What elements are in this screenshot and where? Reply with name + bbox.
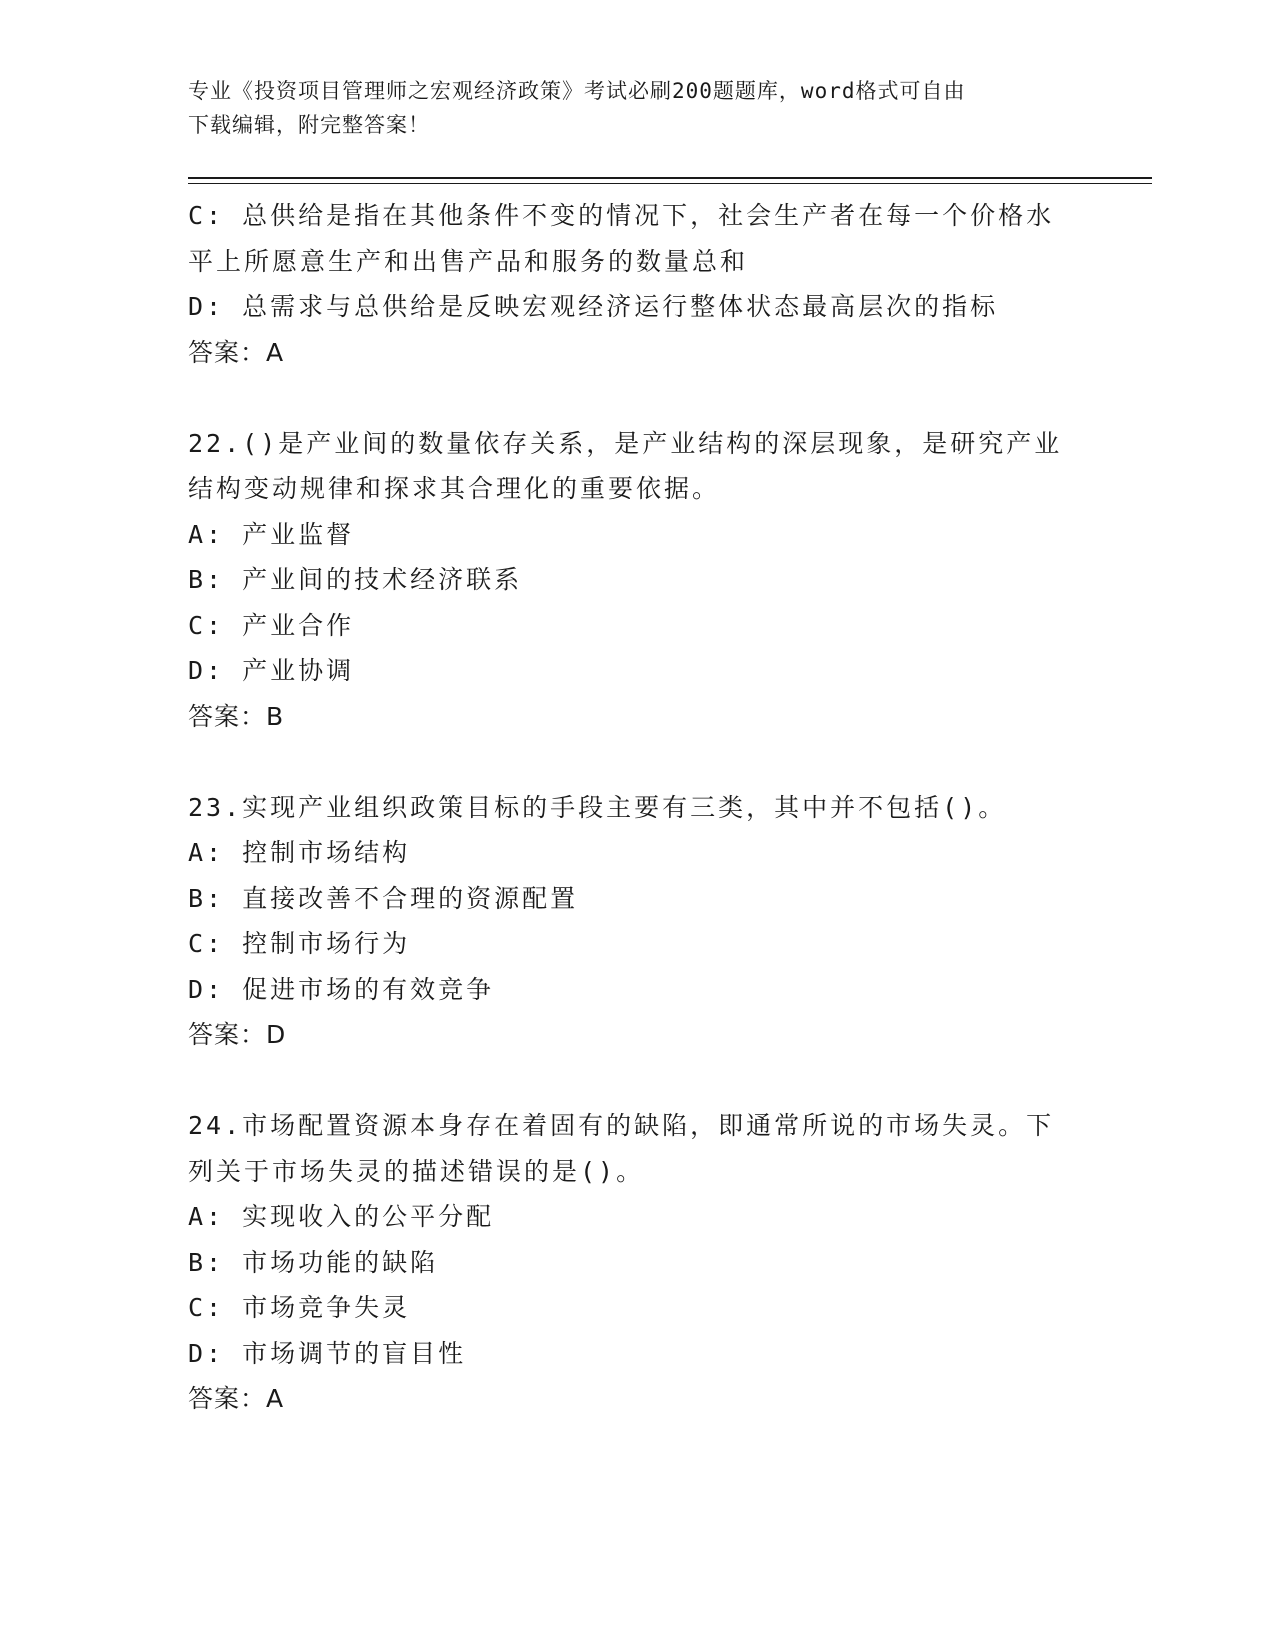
option-d: D: 促进市场的有效竞争 (188, 974, 495, 1004)
option-c: C: 控制市场行为 (188, 929, 411, 958)
question-23 (188, 785, 1068, 1058)
option-b: B: 市场功能的缺陷 (188, 1247, 439, 1277)
option-c: C: 产业合作 (188, 610, 355, 640)
option-b: B: 直接改善不合理的资源配置 (188, 883, 579, 913)
question-gap (188, 739, 1068, 785)
option-b: B: 产业间的技术经济联系 (188, 565, 523, 594)
option-c-line-2: 平上所愿意生产和出售产品和服务的数量总和 (188, 246, 749, 276)
option-a: A: 产业监督 (188, 519, 355, 549)
question-gap (188, 375, 1068, 421)
answer: 答案：A (188, 1384, 285, 1413)
option-d: D: 总需求与总供给是反映宏观经济运行整体状态最高层次的指标 (188, 292, 999, 321)
question-22 (188, 421, 1068, 740)
option-a: A: 实现收入的公平分配 (188, 1202, 495, 1231)
header-rule-thin (188, 183, 1152, 184)
option-d: D: 产业协调 (188, 656, 355, 685)
question-stem-line-1: 23.实现产业组织政策目标的手段主要有三类，其中并不包括()。 (188, 792, 1007, 822)
page-header (188, 74, 1068, 142)
question-stem-line-1: 22.()是产业间的数量依存关系，是产业结构的深层现象，是研究产业 (188, 428, 1063, 458)
answer: 答案：D (188, 1020, 287, 1049)
question-content (188, 193, 1068, 1422)
question-stem-line-1: 24.市场配置资源本身存在着固有的缺陷，即通常所说的市场失灵。下 (188, 1111, 1055, 1140)
header-line-2: 下载编辑，附完整答案！ (188, 113, 430, 137)
option-d: D: 市场调节的盲目性 (188, 1338, 467, 1368)
question-stem-line-2: 结构变动规律和探求其合理化的重要依据。 (188, 474, 721, 503)
question-stem-line-2: 列关于市场失灵的描述错误的是()。 (188, 1156, 645, 1186)
option-a: A: 控制市场结构 (188, 838, 411, 867)
header-line-1: 专业《投资项目管理师之宏观经济政策》考试必刷200题题库，word格式可自由 (188, 79, 966, 103)
continued-question (188, 193, 1068, 375)
option-c-line-1: C: 总供给是指在其他条件不变的情况下，社会生产者在每一个价格水 (188, 201, 1055, 230)
question-24 (188, 1103, 1068, 1422)
header-rule-thick (188, 177, 1152, 179)
question-gap (188, 1058, 1068, 1104)
option-c: C: 市场竞争失灵 (188, 1293, 411, 1322)
answer: 答案：A (188, 337, 285, 367)
answer: 答案：B (188, 701, 285, 731)
